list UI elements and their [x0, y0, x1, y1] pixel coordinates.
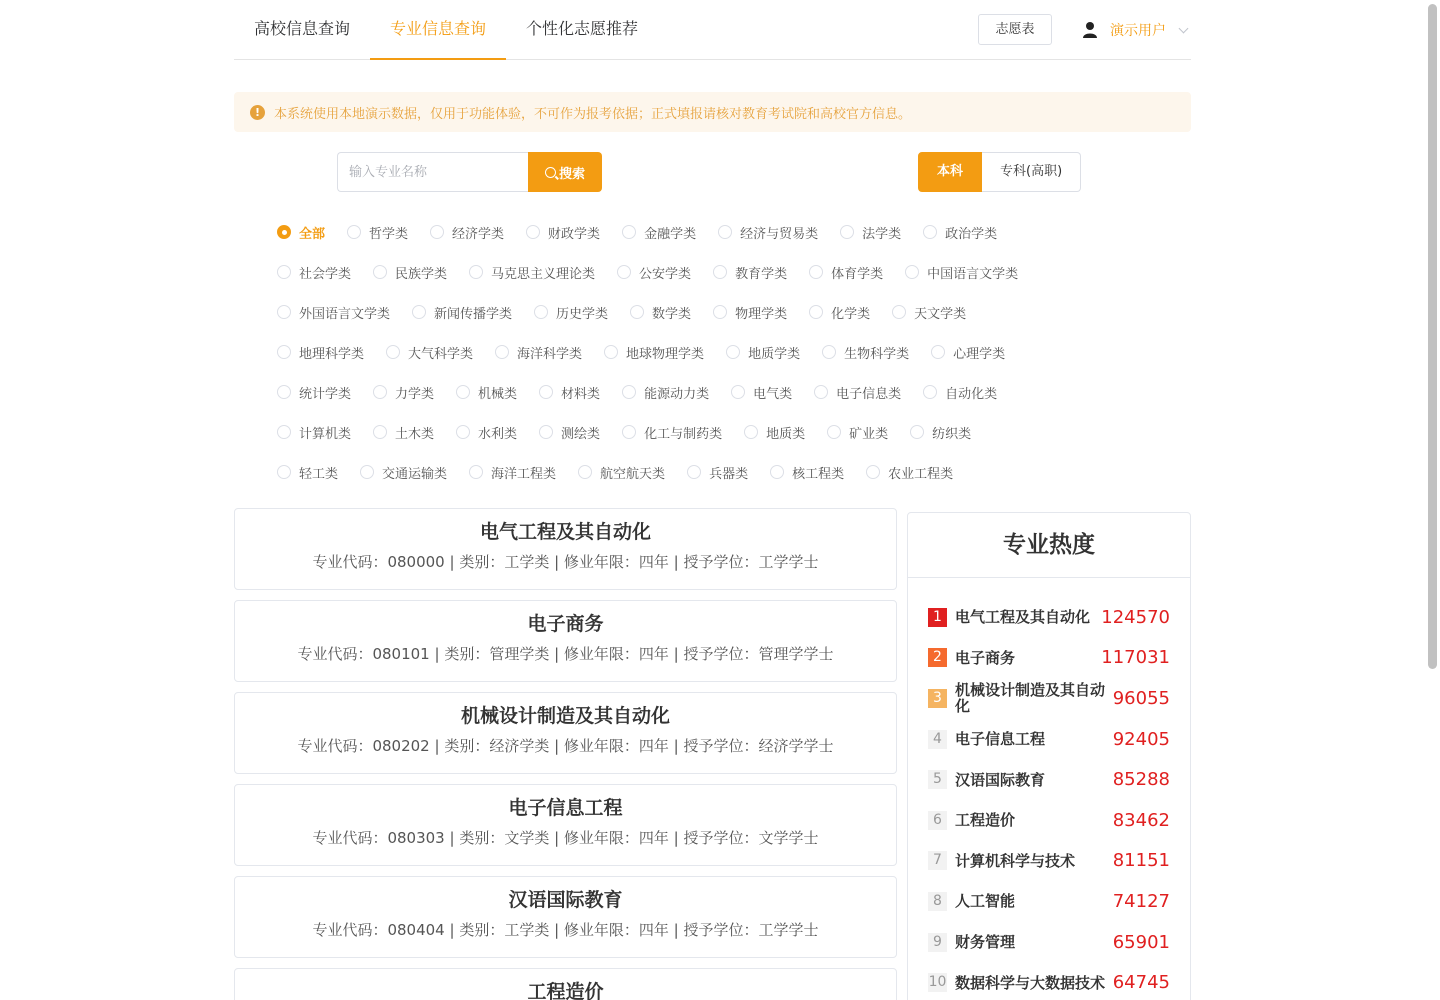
major-card[interactable] — [234, 600, 897, 682]
user-menu[interactable] — [1082, 18, 1187, 42]
category-radio[interactable] — [534, 303, 608, 322]
radio-circle[interactable] — [539, 425, 553, 439]
major-card[interactable] — [234, 784, 897, 866]
category-label: 轻工类 — [299, 466, 339, 482]
major-name: 工程造价 — [527, 981, 604, 1000]
radio-circle[interactable] — [456, 385, 470, 399]
chevron-down-icon — [1179, 23, 1189, 33]
radio-circle[interactable] — [687, 465, 701, 479]
category-radio[interactable] — [277, 223, 325, 242]
main-container — [234, 0, 1191, 1000]
category-radio[interactable] — [277, 383, 351, 402]
hot-value: 74127 — [1112, 890, 1170, 912]
category-radio[interactable] — [809, 263, 883, 282]
category-radio[interactable] — [277, 463, 338, 482]
category-label: 中国语言文学类 — [927, 266, 1019, 282]
major-meta: 专业代码：080303 | 类别：文学类 | 修业年限：四年 | 授予学位：文学学士 — [312, 829, 819, 847]
radio-circle[interactable] — [412, 305, 426, 319]
radio-circle[interactable] — [277, 425, 291, 439]
hot-major-name: 人工智能 — [955, 892, 1016, 911]
radio-circle[interactable] — [469, 265, 483, 279]
category-label: 测绘类 — [561, 426, 601, 442]
major-name: 电气工程及其自动化 — [479, 521, 651, 543]
rank-badge: 6 — [928, 811, 947, 830]
radio-circle[interactable] — [840, 225, 854, 239]
level-option-undergraduate[interactable]: 本科 — [918, 152, 982, 192]
category-label: 海洋工程类 — [491, 466, 557, 482]
hot-value: 64745 — [1112, 972, 1170, 994]
category-label: 能源动力类 — [644, 386, 710, 402]
radio-circle[interactable] — [866, 465, 880, 479]
category-radio[interactable] — [495, 343, 582, 362]
category-label: 力学类 — [395, 386, 435, 402]
category-radio[interactable] — [630, 303, 691, 322]
radio-circle[interactable] — [277, 225, 291, 239]
radio-circle[interactable] — [622, 385, 636, 399]
radio-circle[interactable] — [713, 305, 727, 319]
radio-circle[interactable] — [713, 265, 727, 279]
category-radio[interactable] — [910, 423, 971, 442]
major-meta: 专业代码：080000 | 类别：工学类 | 修业年限：四年 | 授予学位：工学学士 — [312, 553, 819, 571]
hot-ranking-item[interactable] — [928, 962, 1170, 1000]
major-list — [234, 508, 897, 1000]
category-label: 天文学类 — [914, 306, 967, 322]
hot-ranking-item[interactable] — [928, 881, 1170, 922]
category-label: 电子信息类 — [836, 386, 902, 402]
category-label: 哲学类 — [369, 226, 409, 242]
hot-value: 81151 — [1112, 850, 1170, 872]
hot-major-name: 计算机科学与技术 — [955, 851, 1076, 870]
notice-alert — [234, 92, 1191, 132]
rank-badge: 1 — [928, 608, 947, 627]
category-radio[interactable] — [386, 343, 473, 362]
radio-circle[interactable] — [827, 425, 841, 439]
search-icon — [545, 167, 556, 178]
category-radio[interactable] — [360, 463, 447, 482]
major-meta: 专业代码：080404 | 类别：工学类 | 修业年限：四年 | 授予学位：工学学士 — [312, 921, 819, 939]
category-radio[interactable] — [277, 263, 351, 282]
category-radio[interactable] — [827, 423, 888, 442]
rank-badge: 9 — [928, 933, 947, 952]
category-radio[interactable] — [604, 343, 704, 362]
radio-circle[interactable] — [892, 305, 906, 319]
radio-circle[interactable] — [770, 465, 784, 479]
category-label: 地质学类 — [748, 346, 801, 362]
category-radio[interactable] — [866, 463, 953, 482]
radio-circle[interactable] — [931, 345, 945, 359]
category-radio[interactable] — [718, 223, 818, 242]
category-radio[interactable] — [277, 423, 351, 442]
category-radio[interactable] — [539, 423, 600, 442]
major-name: 机械设计制造及其自动化 — [460, 705, 670, 727]
radio-circle[interactable] — [386, 345, 400, 359]
category-radio[interactable] — [809, 303, 870, 322]
major-name: 电子信息工程 — [508, 797, 623, 819]
category-label: 社会学类 — [299, 266, 352, 282]
rank-badge: 3 — [928, 689, 947, 708]
category-label: 法学类 — [862, 226, 902, 242]
category-radio[interactable] — [892, 303, 966, 322]
hot-value: 65901 — [1112, 931, 1170, 953]
alert-text: 本系统使用本地演示数据，仅用于功能体验，不可作为报考依据；正式填报请核对教育考试院和高校官方信息。 — [274, 106, 912, 122]
category-label: 新闻传播学类 — [434, 306, 513, 322]
radio-circle[interactable] — [277, 305, 291, 319]
category-row — [277, 212, 1157, 252]
hot-value: 85288 — [1112, 769, 1170, 791]
category-row — [277, 252, 1157, 292]
category-label: 核工程类 — [792, 466, 845, 482]
radio-circle[interactable] — [923, 385, 937, 399]
category-row — [277, 332, 1157, 372]
major-name: 电子商务 — [527, 613, 604, 635]
category-radio[interactable] — [622, 223, 696, 242]
category-radio[interactable] — [373, 423, 434, 442]
category-filter — [277, 212, 1157, 492]
radio-circle[interactable] — [726, 345, 740, 359]
category-radio[interactable] — [469, 463, 556, 482]
top-header — [234, 0, 1191, 60]
category-label: 土木类 — [395, 426, 435, 442]
category-radio[interactable] — [412, 303, 512, 322]
hot-ranking-title: 专业热度 — [908, 513, 1190, 578]
hot-major-name: 机械设计制造及其自动化 — [955, 681, 1106, 716]
category-label: 数学类 — [652, 306, 692, 322]
category-label: 教育学类 — [735, 266, 788, 282]
category-label: 财政学类 — [548, 226, 601, 242]
radio-circle[interactable] — [718, 225, 732, 239]
category-radio[interactable] — [469, 263, 595, 282]
category-radio[interactable] — [905, 263, 1018, 282]
radio-circle[interactable] — [809, 265, 823, 279]
radio-circle[interactable] — [277, 385, 291, 399]
hot-major-name: 工程造价 — [955, 811, 1016, 830]
hot-ranking-item[interactable] — [928, 597, 1170, 638]
category-row — [277, 412, 1157, 452]
category-radio[interactable] — [931, 343, 1005, 362]
level-option-vocational[interactable]: 专科(高职) — [982, 152, 1081, 192]
category-label: 航空航天类 — [600, 466, 666, 482]
category-label: 矿业类 — [849, 426, 889, 442]
category-row — [277, 292, 1157, 332]
category-radio[interactable] — [822, 343, 909, 362]
page-scrollbar[interactable] — [1428, 4, 1437, 669]
category-label: 化工与制药类 — [644, 426, 723, 442]
major-card[interactable] — [234, 508, 897, 590]
category-radio[interactable] — [277, 343, 364, 362]
category-label: 马克思主义理论类 — [491, 266, 596, 282]
hot-value: 83462 — [1112, 809, 1170, 831]
hot-ranking-item[interactable] — [928, 922, 1170, 963]
rank-badge: 8 — [928, 892, 947, 911]
category-radio[interactable] — [617, 263, 691, 282]
category-label: 地理科学类 — [299, 346, 365, 362]
radio-circle[interactable] — [822, 345, 836, 359]
category-label: 计算机类 — [299, 426, 352, 442]
warning-icon: ! — [250, 105, 265, 120]
wish-list-button[interactable]: 志愿表 — [978, 14, 1052, 45]
hot-major-name: 电子信息工程 — [955, 730, 1046, 749]
category-label: 自动化类 — [945, 386, 998, 402]
radio-circle[interactable] — [469, 465, 483, 479]
category-row — [277, 452, 1157, 492]
radio-circle[interactable] — [534, 305, 548, 319]
search-button[interactable] — [528, 152, 602, 192]
category-radio[interactable] — [713, 303, 787, 322]
user-name: 演示用户 — [1110, 23, 1166, 39]
category-radio[interactable] — [622, 383, 709, 402]
radio-circle[interactable] — [809, 305, 823, 319]
rank-badge: 5 — [928, 770, 947, 789]
category-radio[interactable] — [277, 303, 390, 322]
radio-circle[interactable] — [539, 385, 553, 399]
category-label: 水利类 — [478, 426, 518, 442]
category-radio[interactable] — [578, 463, 665, 482]
radio-circle[interactable] — [430, 225, 444, 239]
category-label: 金融学类 — [644, 226, 697, 242]
category-radio[interactable] — [731, 383, 792, 402]
category-radio[interactable] — [923, 383, 997, 402]
category-radio[interactable] — [726, 343, 800, 362]
hot-value: 92405 — [1112, 728, 1170, 750]
category-radio[interactable] — [713, 263, 787, 282]
hot-major-name: 电气工程及其自动化 — [955, 608, 1091, 627]
category-label: 统计学类 — [299, 386, 352, 402]
tab-recommendation[interactable]: 个性化志愿推荐 — [526, 19, 639, 38]
rank-badge: 4 — [928, 730, 947, 749]
category-radio[interactable] — [840, 223, 901, 242]
radio-circle[interactable] — [277, 465, 291, 479]
major-card[interactable] — [234, 968, 897, 1000]
category-label: 体育学类 — [831, 266, 884, 282]
hot-ranking-item[interactable] — [928, 759, 1170, 800]
rank-badge: 7 — [928, 851, 947, 870]
radio-circle[interactable] — [744, 425, 758, 439]
rank-badge: 2 — [928, 648, 947, 667]
radio-circle[interactable] — [617, 265, 631, 279]
hot-major-name: 汉语国际教育 — [955, 770, 1046, 789]
radio-circle[interactable] — [456, 425, 470, 439]
category-radio[interactable] — [744, 423, 805, 442]
category-radio[interactable] — [456, 423, 517, 442]
category-label: 外国语言文学类 — [299, 306, 391, 322]
category-label: 电气类 — [753, 386, 793, 402]
hot-ranking-item[interactable] — [928, 719, 1170, 760]
category-radio[interactable] — [456, 383, 517, 402]
hot-ranking-panel — [907, 512, 1191, 1000]
hot-major-name: 财务管理 — [955, 933, 1016, 952]
radio-circle[interactable] — [622, 425, 636, 439]
category-radio[interactable] — [814, 383, 901, 402]
level-toggle — [918, 152, 1081, 192]
radio-circle[interactable] — [373, 425, 387, 439]
radio-circle[interactable] — [622, 225, 636, 239]
major-meta: 专业代码：080202 | 类别：经济学类 | 修业年限：四年 | 授予学位：经济学学士 — [297, 737, 834, 755]
radio-circle[interactable] — [630, 305, 644, 319]
tab-major-info[interactable]: 专业信息查询 — [370, 0, 506, 60]
category-label: 机械类 — [478, 386, 518, 402]
hot-major-name: 电子商务 — [955, 648, 1016, 667]
category-label: 经济与贸易类 — [740, 226, 819, 242]
category-label: 兵器类 — [709, 466, 749, 482]
radio-circle[interactable] — [923, 225, 937, 239]
radio-circle[interactable] — [277, 265, 291, 279]
category-row — [277, 372, 1157, 412]
nav-tabs — [234, 0, 658, 60]
category-label: 心理学类 — [953, 346, 1006, 362]
category-label: 海洋科学类 — [517, 346, 583, 362]
hot-ranking-item[interactable] — [928, 800, 1170, 841]
radio-circle[interactable] — [373, 265, 387, 279]
hot-ranking-item[interactable] — [928, 638, 1170, 679]
category-label: 大气科学类 — [408, 346, 474, 362]
category-label: 民族学类 — [395, 266, 448, 282]
radio-circle[interactable] — [373, 385, 387, 399]
category-label: 历史学类 — [556, 306, 609, 322]
category-label: 农业工程类 — [888, 466, 954, 482]
category-label: 生物科学类 — [844, 346, 910, 362]
rank-badge: 10 — [928, 974, 947, 991]
radio-circle[interactable] — [360, 465, 374, 479]
search-input[interactable] — [337, 152, 528, 192]
category-label: 交通运输类 — [382, 466, 448, 482]
hot-major-name: 数据科学与大数据技术 — [955, 973, 1106, 992]
hot-value: 96055 — [1112, 687, 1170, 709]
category-label: 地球物理学类 — [626, 346, 705, 362]
major-name: 汉语国际教育 — [508, 889, 623, 911]
category-radio[interactable] — [430, 223, 504, 242]
category-label: 全部 — [299, 226, 326, 242]
hot-value: 124570 — [1101, 606, 1170, 628]
radio-circle[interactable] — [347, 225, 361, 239]
radio-circle[interactable] — [814, 385, 828, 399]
category-radio[interactable] — [347, 223, 408, 242]
major-card[interactable] — [234, 876, 897, 958]
category-label: 经济学类 — [452, 226, 505, 242]
radio-circle[interactable] — [905, 265, 919, 279]
major-meta: 专业代码：080101 | 类别：管理学类 | 修业年限：四年 | 授予学位：管理学学士 — [297, 645, 834, 663]
search-button-label: 搜索 — [558, 166, 585, 182]
category-label: 材料类 — [561, 386, 601, 402]
major-card[interactable] — [234, 692, 897, 774]
category-radio[interactable] — [923, 223, 997, 242]
hot-ranking-list — [908, 578, 1190, 1000]
radio-circle[interactable] — [731, 385, 745, 399]
search-bar — [337, 152, 602, 192]
category-label: 政治学类 — [945, 226, 998, 242]
category-label: 地质类 — [766, 426, 806, 442]
user-icon — [1082, 21, 1098, 39]
radio-circle[interactable] — [526, 225, 540, 239]
radio-circle[interactable] — [495, 345, 509, 359]
category-radio[interactable] — [373, 263, 447, 282]
category-label: 纺织类 — [932, 426, 972, 442]
category-label: 化学类 — [831, 306, 871, 322]
radio-circle[interactable] — [910, 425, 924, 439]
category-label: 物理学类 — [735, 306, 788, 322]
category-radio[interactable] — [539, 383, 600, 402]
hot-ranking-item[interactable] — [928, 841, 1170, 882]
category-radio[interactable] — [770, 463, 844, 482]
hot-ranking-item[interactable] — [928, 678, 1170, 719]
category-radio[interactable] — [526, 223, 600, 242]
category-radio[interactable] — [373, 383, 434, 402]
category-radio[interactable] — [687, 463, 748, 482]
tab-school-info[interactable]: 高校信息查询 — [254, 19, 351, 38]
hot-value: 117031 — [1101, 647, 1170, 669]
radio-circle[interactable] — [277, 345, 291, 359]
category-label: 公安学类 — [639, 266, 692, 282]
radio-circle[interactable] — [578, 465, 592, 479]
category-radio[interactable] — [622, 423, 722, 442]
radio-circle[interactable] — [604, 345, 618, 359]
